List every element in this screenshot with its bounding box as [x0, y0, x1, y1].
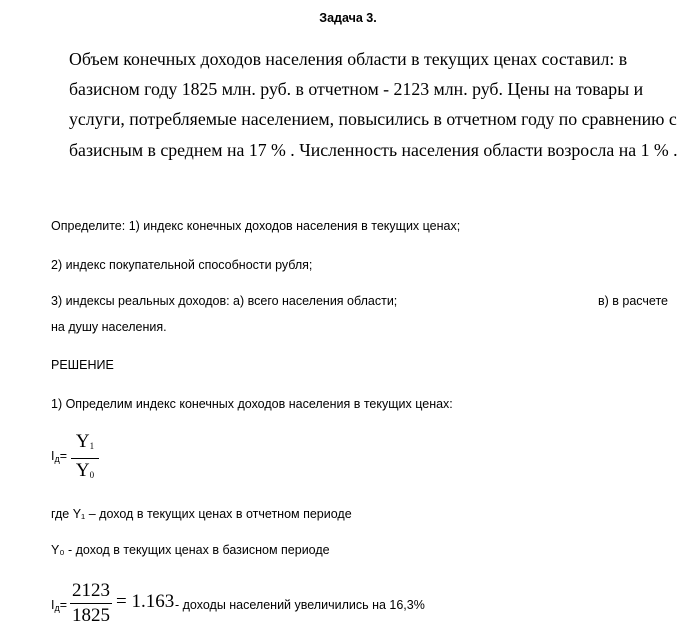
- task-line-4: на душу населения.: [51, 320, 167, 334]
- where-line-2: Y₀ - доход в текущих ценах в базисном периоде: [51, 543, 330, 557]
- problem-text: Объем конечных доходов населения области в текущих ценах составил: в базисном году 1825 млн. руб. в отчетном - 2123 млн. руб. Цены на товары и услуги, потребляемые населением, повысились в отчетном году по сравнению с базисным в среднем на 17 % . Численность населения области возросла на 1 % .: [69, 49, 678, 160]
- formula2-comment: - доходы населений увеличились на 16,3%: [175, 598, 425, 612]
- formula1-lhs: $I_д=$: [51, 449, 68, 464]
- task-line-3b: в) в расчете: [598, 294, 668, 308]
- task-title: Задача 3.: [319, 11, 377, 25]
- formula2-fraction: 2123 1825: [72, 580, 110, 626]
- task-line-3a: 3) индексы реальных доходов: а) всего населения области;: [51, 294, 398, 308]
- task-line-2: 2) индекс покупательной способности рубля;: [51, 258, 313, 272]
- solution-step-1: 1) Определим индекс конечных доходов населения в текущих ценах:: [51, 397, 453, 411]
- formula1-fraction: $Y_1$ $Y_0$: [71, 431, 99, 486]
- formula2-result: = 1.163: [116, 591, 175, 612]
- solution-heading: РЕШЕНИЕ: [51, 358, 114, 372]
- task-line-1: Определите: 1) индекс конечных доходов населения в текущих ценах;: [51, 219, 461, 233]
- formula2-lhs: $I_д=$: [51, 598, 68, 613]
- where-line-1: где Y₁ – доход в текущих ценах в отчетном периоде: [51, 507, 352, 521]
